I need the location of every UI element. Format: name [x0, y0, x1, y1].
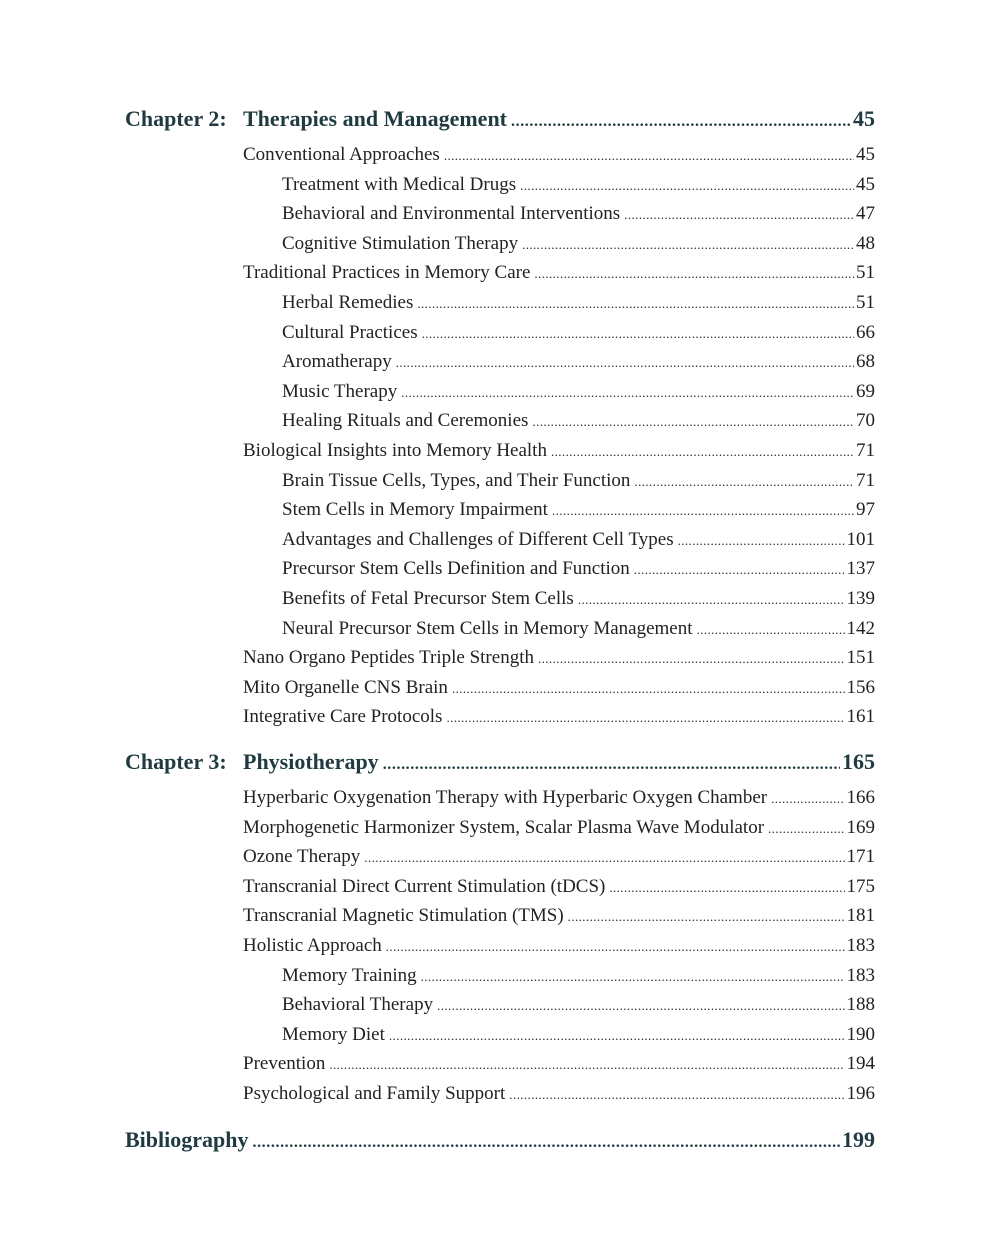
toc-entry-title: Traditional Practices in Memory Care: [243, 262, 531, 284]
toc-entry[interactable]: [125, 144, 875, 174]
toc-entry[interactable]: [125, 935, 875, 965]
dot-leader: [568, 909, 845, 925]
toc-entry-page: 183: [846, 934, 875, 956]
chapter-3-heading[interactable]: [125, 749, 875, 779]
toc-entry-title: Brain Tissue Cells, Types, and Their Function: [282, 469, 631, 491]
toc-entry-page: 47: [856, 203, 875, 225]
toc-entry-page: 175: [846, 875, 875, 897]
toc-entry[interactable]: [125, 410, 875, 440]
toc-entry-page: 188: [846, 994, 875, 1016]
chapter-3-entries: [125, 787, 875, 1113]
chapter-3-label: Chapter 3:: [125, 749, 227, 774]
toc-entry-title: Music Therapy: [282, 380, 398, 402]
dot-leader: [386, 939, 845, 955]
toc-entry-page: 71: [856, 469, 875, 491]
toc-entry-title: Aromatherapy: [282, 351, 392, 373]
toc-entry[interactable]: [125, 351, 875, 381]
dot-leader: [520, 178, 854, 194]
toc-entry-title: Holistic Approach: [243, 934, 382, 956]
toc-entry-title: Herbal Remedies: [282, 291, 414, 313]
dot-leader: [624, 207, 854, 223]
toc-entry[interactable]: [125, 787, 875, 817]
bibliography-title: Bibliography: [125, 1127, 249, 1152]
toc-entry-page: 156: [846, 676, 875, 698]
toc-entry[interactable]: [125, 677, 875, 707]
toc-entry-title: Nano Organo Peptides Triple Strength: [243, 647, 534, 669]
toc-entry-title: Precursor Stem Cells Definition and Function: [282, 558, 630, 580]
toc-entry-page: 70: [856, 410, 875, 432]
toc-entry-title: Transcranial Direct Current Stimulation (tDCS): [243, 875, 606, 897]
toc-entry[interactable]: [125, 174, 875, 204]
toc-entry-page: 171: [846, 846, 875, 868]
dot-leader: [437, 998, 844, 1014]
toc-entry-page: 137: [846, 558, 875, 580]
toc-entry-title: Benefits of Fetal Precursor Stem Cells: [282, 587, 574, 609]
toc-entry-title: Mito Organelle CNS Brain: [243, 676, 448, 698]
toc-entry-page: 139: [846, 587, 875, 609]
toc-entry-title: Psychological and Family Support: [243, 1082, 506, 1104]
dot-leader: [444, 148, 854, 164]
chapter-3-page: 165: [842, 749, 875, 774]
toc-entry[interactable]: [125, 817, 875, 847]
toc-entry-title: Morphogenetic Harmonizer System, Scalar Plasma Wave Modulator: [243, 816, 765, 838]
toc-entry-title: Neural Precursor Stem Cells in Memory Management: [282, 617, 693, 639]
toc-entry[interactable]: [125, 618, 875, 648]
toc-entry-page: 194: [846, 1053, 875, 1075]
toc-entry[interactable]: [125, 1024, 875, 1054]
toc-entry[interactable]: [125, 876, 875, 906]
toc-entry-title: Conventional Approaches: [243, 144, 440, 165]
toc-entry-page: 161: [846, 706, 875, 728]
chapter-2-section: [125, 106, 875, 736]
toc-entry[interactable]: [125, 203, 875, 233]
toc-entry-page: 51: [856, 291, 875, 313]
dot-leader: [534, 266, 854, 282]
toc-entry-page: 51: [856, 262, 875, 284]
toc-entry-title: Transcranial Magnetic Stimulation (TMS): [243, 905, 564, 927]
chapter-2-label: Chapter 2:: [125, 106, 227, 131]
toc-entry-page: 101: [846, 528, 875, 550]
toc-entry-page: 69: [856, 380, 875, 402]
dot-leader: [446, 710, 844, 726]
dot-leader: [396, 355, 854, 371]
dot-leader: [551, 444, 854, 460]
dot-leader: [552, 503, 854, 519]
chapter-2-title: Therapies and Management: [243, 106, 507, 131]
dot-leader: [509, 1087, 844, 1103]
toc-entry[interactable]: [125, 381, 875, 411]
toc-entry[interactable]: [125, 292, 875, 322]
toc-entry-title: Treatment with Medical Drugs: [282, 173, 517, 195]
toc-entry-page: 169: [846, 816, 875, 838]
dot-leader: [417, 296, 854, 312]
toc-entry-title: Memory Diet: [282, 1023, 385, 1045]
toc-entry-title: Advantages and Challenges of Different Cell Types: [282, 528, 674, 550]
dot-leader: [522, 237, 854, 253]
toc-entry-title: Cognitive Stimulation Therapy: [282, 232, 519, 254]
toc-entry[interactable]: [125, 846, 875, 876]
dot-leader: [768, 821, 844, 837]
toc-entry-page: 183: [846, 964, 875, 986]
toc-entry[interactable]: [125, 499, 875, 529]
toc-entry[interactable]: [125, 994, 875, 1024]
toc-entry[interactable]: [125, 647, 875, 677]
toc-entry[interactable]: [125, 905, 875, 935]
toc-entry-page: 181: [846, 905, 875, 927]
dot-leader: [421, 969, 845, 985]
toc-entry-page: 71: [856, 439, 875, 461]
dot-leader: [329, 1057, 844, 1073]
dot-leader: [383, 756, 840, 774]
dot-leader: [771, 791, 844, 807]
toc-entry[interactable]: [125, 322, 875, 352]
dot-leader: [697, 622, 845, 638]
dot-leader: [452, 681, 845, 697]
bibliography-heading[interactable]: [125, 1127, 875, 1157]
dot-leader: [401, 385, 854, 401]
dot-leader: [678, 533, 845, 549]
toc-entry-page: 68: [856, 351, 875, 373]
toc-entry-title: Cultural Practices: [282, 321, 418, 343]
toc-entry-title: Behavioral Therapy: [282, 994, 434, 1016]
toc-entry[interactable]: [125, 470, 875, 500]
dot-leader: [578, 592, 845, 608]
bibliography-section: [125, 1127, 875, 1157]
toc-entry[interactable]: [125, 588, 875, 618]
toc-entry-title: Memory Training: [282, 964, 417, 986]
toc-entry[interactable]: [125, 558, 875, 588]
chapter-2-entries: [125, 144, 875, 736]
dot-leader: [634, 474, 854, 490]
dot-leader: [634, 562, 845, 578]
dot-leader: [364, 850, 844, 866]
dot-leader: [511, 113, 851, 131]
toc-entry-page: 166: [846, 787, 875, 808]
dot-leader: [538, 651, 845, 667]
toc-entry[interactable]: [125, 529, 875, 559]
toc-entry[interactable]: [125, 965, 875, 995]
dot-leader: [609, 880, 844, 896]
chapter-2-heading[interactable]: [125, 106, 875, 136]
toc-entry-page: 66: [856, 321, 875, 343]
chapter-3-section: [125, 749, 875, 1113]
dot-leader: [422, 326, 854, 342]
toc-entry-page: 151: [846, 647, 875, 669]
dot-leader: [532, 414, 854, 430]
toc-entry[interactable]: [125, 262, 875, 292]
toc-entry-title: Ozone Therapy: [243, 846, 361, 868]
toc-entry[interactable]: [125, 706, 875, 736]
chapter-2-page: 45: [853, 106, 875, 131]
bibliography-page: 199: [842, 1127, 875, 1152]
toc-entry-title: Behavioral and Environmental Interventions: [282, 203, 621, 225]
toc-entry-page: 48: [856, 232, 875, 254]
toc-entry-page: 196: [846, 1082, 875, 1104]
toc-entry[interactable]: [125, 233, 875, 263]
toc-entry[interactable]: [125, 1053, 875, 1083]
toc-entry-title: Biological Insights into Memory Health: [243, 439, 547, 461]
dot-leader: [389, 1028, 845, 1044]
chapter-3-title: Physiotherapy: [243, 749, 379, 774]
toc-entry-title: Hyperbaric Oxygenation Therapy with Hyperbaric Oxygen Chamber: [243, 787, 768, 808]
toc-entry-title: Stem Cells in Memory Impairment: [282, 499, 548, 521]
toc-entry-page: 190: [846, 1023, 875, 1045]
toc-entry-title: Prevention: [243, 1053, 326, 1075]
toc-entry-page: 97: [856, 499, 875, 521]
toc-entry-page: 45: [856, 144, 875, 165]
toc-entry[interactable]: [125, 440, 875, 470]
toc-entry-title: Healing Rituals and Ceremonies: [282, 410, 529, 432]
toc-entry[interactable]: [125, 1083, 875, 1113]
dot-leader: [252, 1134, 840, 1152]
toc-entry-title: Integrative Care Protocols: [243, 706, 443, 728]
toc-entry-page: 142: [846, 617, 875, 639]
toc-entry-page: 45: [856, 173, 875, 195]
